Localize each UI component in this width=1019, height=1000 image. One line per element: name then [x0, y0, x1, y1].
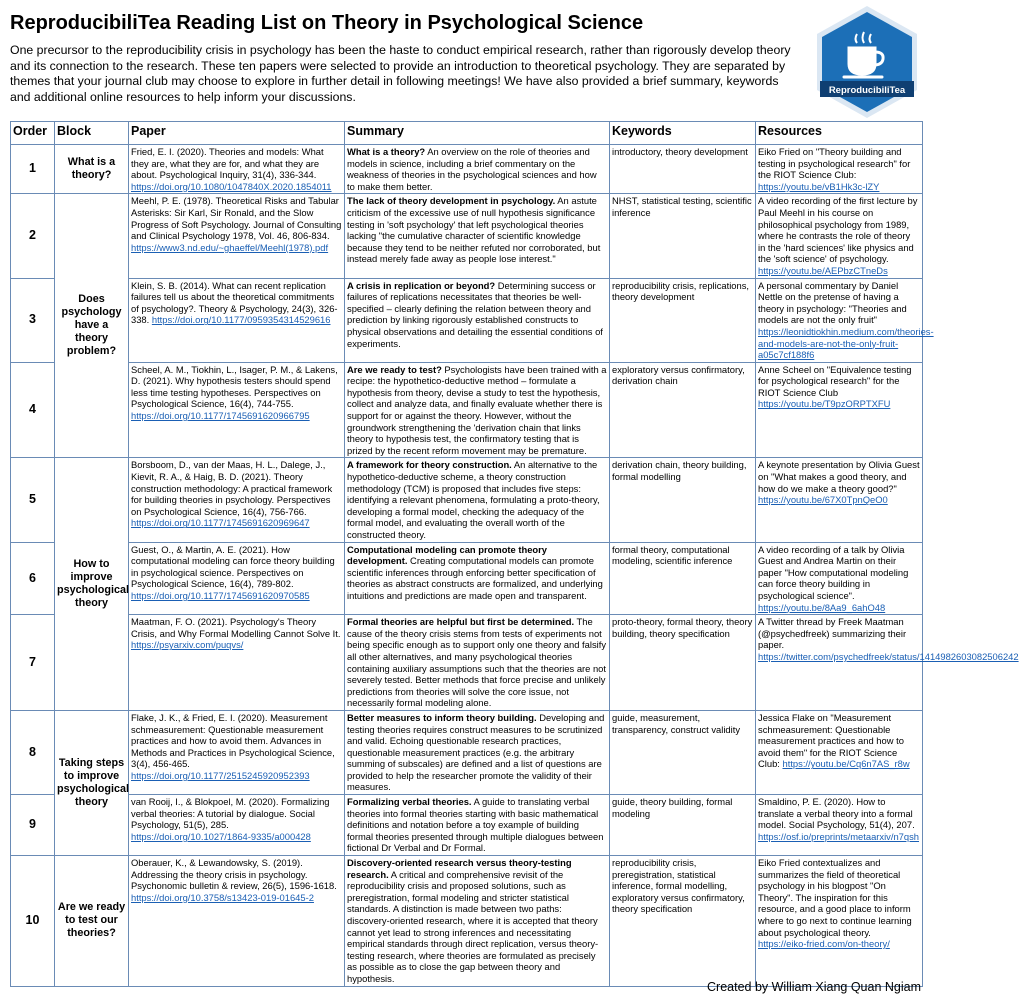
paper-cell: [129, 458, 345, 542]
keywords-cell: proto-theory, formal theory, theory building, theory specification: [610, 615, 756, 711]
paper-citation: Guest, O., & Martin, A. E. (2021). How computational modeling can force theory building in psychological science. Perspectives on Psychological Science, 16(4), 789-802.: [131, 543, 335, 590]
resource-link[interactable]: https://youtu.be/Cq6n7AS_r8w: [782, 758, 910, 770]
block-cell: How to improve psychological theory: [55, 458, 129, 710]
table-row: [11, 795, 923, 856]
summary-heading: What is a theory?: [347, 146, 426, 157]
resource-link[interactable]: https://youtu.be/vB1Hk3c-lZY: [758, 180, 880, 192]
summary-heading: Formal theories are helpful but first be determined.: [347, 616, 575, 628]
summary-text: An astute criticism of the excessive use of null hypothesis significance testing in 'soft psychology' that left psychological theories lacking "the cumulative character of scientific knowledge because they tend to be neither refuted nor corroborated, but instead merely fade away as people lose interest.": [347, 195, 601, 265]
summary-heading: The lack of theory development in psychology.: [347, 195, 556, 207]
resources-cell: [756, 194, 923, 278]
table-row: [11, 362, 923, 458]
order-cell: 2: [11, 194, 55, 278]
paper-citation: Klein, S. B. (2014). What can recent replication failures tell us about the theoretical commitments of psychology?. Theory & Psychology, 24(3), 326-338.: [131, 279, 338, 326]
block-cell: Taking steps to improve psychological theory: [55, 710, 129, 855]
paper-cell: [129, 856, 345, 987]
paper-link[interactable]: https://doi.org/10.1177/2515245920952393: [131, 769, 310, 781]
block-cell: What is a theory?: [55, 145, 129, 194]
keywords-cell: guide, theory building, formal modeling: [610, 795, 756, 856]
order-cell: 6: [11, 542, 55, 615]
table-row: [11, 542, 923, 615]
summary-text: A guide to translating verbal theories into formal theories starting with basic mathematical definitions and notation before a toy example of building formal theories presented through multiple dialogues between fictional Dr Verbal and Dr Formal.: [347, 796, 604, 854]
resource-link[interactable]: https://eiko-fried.com/on-theory/: [758, 938, 890, 950]
summary-heading: A framework for theory construction.: [347, 459, 512, 471]
table-row: [11, 615, 923, 711]
summary-heading: Formalizing verbal theories.: [347, 796, 472, 808]
header-summary: Summary: [345, 122, 610, 145]
header-resources: Resources: [756, 122, 923, 145]
table-row: [11, 710, 923, 794]
table-header-row: [11, 122, 923, 145]
table-row: [11, 145, 923, 194]
paper-citation: Borsboom, D., van der Maas, H. L., Dalege, J., Kievit, R. A., & Haig, B. D. (2021). Theory construction methodology: A practical framework for building theories in psychology. Perspectives on Psychological Science, 16(4), 756-766.: [131, 459, 333, 517]
summary-cell: [345, 145, 610, 194]
resource-link[interactable]: https://twitter.com/psychedfreek/status/1414982603082506242: [758, 650, 1019, 662]
resource-link[interactable]: https://youtu.be/8Aa9_6ahO48: [758, 601, 886, 613]
table-row: [11, 278, 923, 362]
paper-link[interactable]: https://doi.org/10.1177/1745691620966795: [131, 410, 310, 422]
paper-citation: Maatman, F. O. (2021). Psychology's Theory Crisis, and Why Formal Modelling Cannot Solve It.: [131, 616, 341, 639]
paper-cell: [129, 362, 345, 458]
resource-link[interactable]: https://leonidtiokhin.medium.com/theories-and-models-are-not-the-only-fruit-a05c7cf188f6: [758, 325, 934, 361]
summary-text: The cause of the theory crisis stems from tests of experiments not being specific enough as to support only one theory and falsify all other alternatives, and many psychological theories containing auxiliary assumptions such that the theories are not severely tested. Better methods that force precise and unlikely predictions from theories will solve the core issue, not necessarily formal modeling alone.: [347, 616, 607, 709]
paper-citation: Fried, E. I. (2020). Theories and models: What they are, what they are for, and what they are about. Psychological Inquiry, 31(4), 336-344.: [131, 146, 324, 181]
resource-link[interactable]: https://youtu.be/AEPbzCTneDs: [758, 264, 888, 276]
resources-cell: [756, 710, 923, 794]
keywords-cell: derivation chain, theory building, formal modelling: [610, 458, 756, 542]
paper-cell: [129, 194, 345, 278]
resource-link[interactable]: https://osf.io/preprints/metaarxiv/n7qsh: [758, 830, 920, 842]
summary-cell: [345, 542, 610, 615]
summary-text: Determining success or failures of replications necessitates that theories be well-specified – clearly defining the relation between theory and prediction by linking rigorously established constructs to physical observations and detailing the essential conditions of experiments.: [347, 279, 603, 349]
paper-link[interactable]: https://doi.org/10.3758/s13423-019-01645-2: [131, 891, 314, 903]
resources-cell: [756, 795, 923, 856]
paper-link[interactable]: https://doi.org/10.1177/1745691620969647: [131, 517, 310, 529]
paper-citation: Scheel, A. M., Tiokhin, L., Isager, P. M., & Lakens, D. (2021). Why hypothesis testers should spend less time testing hypotheses. Perspectives on Psychological Science, 16(4), 744-755.: [131, 363, 338, 410]
resource-text: Anne Scheel on "Equivalence testing for psychological research" for the RIOT Science Club: [758, 363, 912, 398]
paper-link[interactable]: https://doi.org/10.1177/1745691620970585: [131, 589, 310, 601]
order-cell: 3: [11, 278, 55, 362]
paper-link[interactable]: https://doi.org/10.1027/1864-9335/a000428: [131, 830, 311, 842]
table-row: [11, 194, 923, 278]
resource-link[interactable]: https://youtu.be/T9pzORPTXFU: [758, 398, 891, 410]
resources-cell: [756, 458, 923, 542]
paper-citation: Flake, J. K., & Fried, E. I. (2020). Measurement schmeasurement: Questionable measurement practices and how to avoid them. Advances in Methods and Practices in Psychological Science, 3(4), 456-465.: [131, 711, 335, 770]
page-title: ReproducibiliTea Reading List on Theory in Psychological Science: [10, 12, 644, 34]
table-row: [11, 856, 923, 987]
order-cell: 4: [11, 362, 55, 458]
summary-heading: Discovery-oriented research versus theory-testing research.: [347, 857, 572, 880]
summary-cell: [345, 278, 610, 362]
intro-paragraph: One precursor to the reproducibility crisis in psychology has been the haste to conduct empirical research, rather than rigorously develop theory and its connection to the research. These ten papers were selected to provide an introduction to theoretical psychology. They are separated by themes that your journal club may choose to explore in further detail in following meetings! We have also provided a brief summary, keywords and additional online resources to help inform your discussions.: [10, 43, 791, 104]
keywords-cell: NHST, statistical testing, scientific inference: [610, 194, 756, 278]
order-cell: 5: [11, 458, 55, 542]
keywords-cell: reproducibility crisis, replications, theory development: [610, 278, 756, 362]
paper-cell: [129, 615, 345, 711]
resource-text: A personal commentary by Daniel Nettle on the pretense of having a theory in psychology: "Theories and models are not the only fruit": [758, 279, 907, 326]
summary-text: Developing and testing theories requires construct measures to be scrutinized and valid. Echoing questionable research practices, questionable measurement practices (e.g. the arbitrary summing of subscales) are defined and a list of questions are provided to help the researcher promote the validity of their measures.: [347, 711, 605, 793]
order-cell: 10: [11, 856, 55, 987]
resources-cell: [756, 856, 923, 987]
resources-cell: [756, 278, 934, 362]
summary-heading: Are we ready to test?: [347, 363, 442, 375]
paper-citation: van Rooij, I., & Blokpoel, M. (2020). Formalizing verbal theories: A tutorial by dialogue. Social Psychology, 51(5), 285.: [131, 796, 330, 831]
summary-heading: A crisis in replication or beyond?: [347, 279, 496, 291]
keywords-cell: guide, measurement, transparency, construct validity: [610, 710, 756, 794]
resource-text: A Twitter thread by Freek Maatman (@psychedfreek) summarizing their paper.: [758, 616, 907, 651]
summary-text: Psychologists have been trained with a recipe: the hypothetico-deductive method – formulate a hypothesis from theory, devise a study to test the hypothesis, collect and analyze data, and finally evaluate whether there is support for or against the theory. However, without the groundwork strengthening the 'derivation chain that links theory to hypothesis test, the confirmatory testing that is prized by the recent reform movement may be premature.: [347, 363, 607, 456]
resource-text: A video recording of a talk by Olivia Guest and Andrea Martin on their paper "How computational modeling can force theory building in psychological science".: [758, 543, 909, 601]
block-cell: Are we ready to test our theories?: [55, 856, 129, 987]
reproducibilitea-logo: [812, 4, 922, 120]
summary-heading: Computational modeling can promote theory development.: [347, 543, 548, 567]
paper-link[interactable]: https://doi.org/10.1177/0959354314529616: [151, 314, 331, 326]
order-cell: 1: [11, 145, 55, 194]
resource-text: Smaldino, P. E. (2020). How to translate a verbal theory into a formal model. Social Psychology, 51(4), 207.: [758, 796, 915, 831]
keywords-cell: formal theory, computational modeling, scientific inference: [610, 542, 756, 615]
summary-heading: Better measures to inform theory building.: [347, 711, 537, 723]
resources-cell: [756, 542, 923, 615]
summary-cell: [345, 856, 610, 987]
resource-text: Jessica Flake on "Measurement schmeasurement: Questionable measurement practices and how to avoid them" for the RIOT Science Club:: [758, 711, 904, 770]
order-cell: 9: [11, 795, 55, 856]
keywords-cell: exploratory versus confirmatory, derivation chain: [610, 362, 756, 458]
header-keywords: Keywords: [610, 122, 756, 145]
paper-citation: Oberauer, K., & Lewandowsky, S. (2019). Addressing the theory crisis in psychology. Psychonomic bulletin & review, 26(5), 1596-1618.: [131, 857, 337, 892]
logo-text: ReproducibiliTea: [828, 85, 906, 96]
resources-cell: [756, 362, 923, 458]
paper-cell: [129, 795, 345, 856]
block-cell: Does psychology have a theory problem?: [55, 194, 129, 458]
summary-cell: [345, 615, 610, 711]
paper-link[interactable]: https://doi.org/10.1080/1047840X.2020.1854011: [131, 180, 332, 192]
reading-list-table: [10, 121, 1019, 987]
summary-cell: [345, 194, 610, 278]
order-cell: 7: [11, 615, 55, 711]
resources-cell: [756, 615, 1019, 711]
resource-text: Eiko Fried contextualizes and summarizes the field of theoretical psychology in his blogpost "On Theory". The inspiration for this resource, and a good place to inform where to go next to continue learning about psychological theory.: [758, 857, 912, 938]
table-row: [11, 458, 923, 542]
header-block: Block: [55, 122, 129, 145]
paper-cell: [129, 278, 345, 362]
header-paper: Paper: [129, 122, 345, 145]
summary-text: An overview on the role of theories and models in science, including a brief commentary on the weakness of theories in the psychological sciences and how to make them better.: [347, 146, 597, 192]
resource-link[interactable]: https://youtu.be/67X0TpnQeO0: [758, 494, 888, 506]
keywords-cell: reproducibility crisis, preregistration, statistical inference, formal modelling, exploratory versus confirmatory, theory specification: [610, 856, 756, 987]
resources-cell: [756, 145, 923, 194]
paper-cell: [129, 710, 345, 794]
resource-text: Eiko Fried on "Theory building and testing in psychological research" for the RIOT Science Club:: [758, 146, 911, 181]
paper-link[interactable]: https://psyarxiv.com/puqvs/: [131, 639, 244, 651]
resource-text: A keynote presentation by Olivia Guest on "What makes a good theory, and how do we make a theory good?": [758, 459, 920, 494]
summary-cell: [345, 362, 610, 458]
summary-cell: [345, 458, 610, 542]
summary-cell: [345, 710, 610, 794]
summary-cell: [345, 795, 610, 856]
order-cell: 8: [11, 710, 55, 794]
footer-credit: Created by William Xiang Quan Ngiam: [707, 980, 921, 994]
paper-cell: [129, 145, 345, 194]
summary-text: Creating computational models can promote scientific inferences through enforcing better specification of theories as abstract constructs are formalized, and underlying intuitions and predictions are made open and transparent.: [347, 555, 603, 601]
paper-citation: Meehl, P. E. (1978). Theoretical Risks and Tabular Asterisks: Sir Karl, Sir Ronald, and the Slow Progress of Soft Psychology. Journal of Consulting and Clinical Psychology 1978, Vol. 46, 806-834.: [131, 195, 342, 242]
header-order: Order: [11, 122, 55, 145]
resource-text: A video recording of the first lecture by Paul Meehl in his course on philosophical psychology from 1989, where he contrasts the role of theory in the 'hard sciences' like physics and the 'soft science' of psychology.: [758, 195, 918, 265]
summary-text: A critical and comprehensive revisit of the reproducibility crisis and proposed solutions, such as preregistration, formal modeling and stricter statistical standards. A distinction is made between two paths: discovery-oriented research, where it is accepted that theory cannot yet lead to strong inferences and necessitating empirical standards through direct replication, versus theory-testing research, where theories are formulated as precisely as possible as to close the gap between theory and hypothesis.: [347, 868, 599, 984]
summary-text: An alternative to the hypothetico-deductive scheme, a theory construction methodology (TCM) is proposed that includes five steps: identifying a relevant phenomena, formulating a proto-theory, developing a formal model, checking the adequacy of the formal model, and evaluating the overall worth of the constructed theory.: [347, 459, 600, 540]
paper-cell: [129, 542, 345, 615]
keywords-cell: introductory, theory development: [610, 145, 756, 194]
paper-link[interactable]: https://www3.nd.edu/~ghaeffel/Meehl(1978).pdf: [131, 241, 329, 253]
